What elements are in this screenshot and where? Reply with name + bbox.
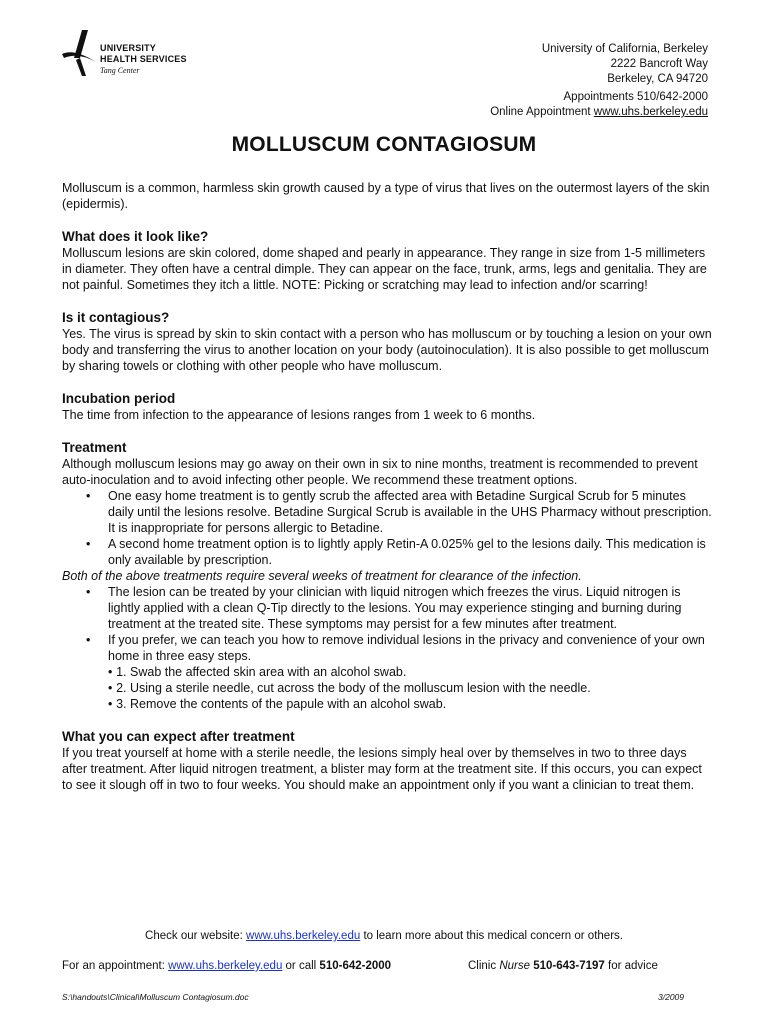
logo-health-services-text: HEALTH SERVICES	[100, 54, 187, 64]
address-line-1: University of California, Berkeley	[541, 43, 708, 55]
footer-nurse-prefix: Clinic	[468, 960, 500, 972]
uhs-logo	[60, 28, 210, 80]
address-line-3: Berkeley, CA 94720	[607, 73, 708, 85]
heading-treatment: Treatment	[62, 440, 127, 455]
steps-list	[108, 664, 712, 712]
logo-tang-center-text: Tang Center	[100, 66, 140, 75]
step-item: • 3. Remove the contents of the papule with an alcohol swab.	[130, 696, 712, 712]
document-body	[62, 180, 712, 793]
appointments-phone: Appointments 510/642-2000	[563, 91, 708, 103]
heading-incubation: Incubation period	[62, 391, 176, 406]
address-block	[490, 42, 708, 120]
footer-check-suffix: to learn more about this medical concern or others.	[360, 930, 623, 942]
incubation-paragraph: The time from infection to the appearance of lesions ranges from 1 week to 6 months.	[62, 408, 536, 422]
footer-nurse-word: Nurse	[499, 960, 530, 972]
online-appointment-label: Online Appointment	[490, 106, 594, 118]
footer-check-prefix: Check our website:	[145, 930, 247, 942]
treatment-list-2	[62, 584, 712, 712]
footer-appt-mid: or call	[282, 960, 320, 972]
footer-website-link[interactable]: www.uhs.berkeley.edu	[246, 930, 361, 942]
list-item-text: If you prefer, we can teach you how to remove individual lesions in the privacy and convenience of your own home in three easy steps.	[108, 633, 705, 663]
treatment-note	[62, 568, 712, 584]
footer-appointment-link[interactable]: www.uhs.berkeley.edu	[168, 960, 283, 972]
treatment-list-1	[62, 488, 712, 568]
heading-look: What does it look like?	[62, 229, 209, 244]
look-paragraph: Molluscum lesions are skin colored, dome shaped and pearly in appearance. They range in size from 1-5 millimeters in diameter. They often have a central dimple. They can appear on the face, trunk, arms, legs and genitalia. They are not painful. Sometimes they itch a little. NOTE: Picking or scratching may lead to infection and/or scarring!	[62, 246, 707, 292]
footer-website-line	[0, 930, 768, 942]
tang-center-logo-icon	[60, 28, 100, 80]
footer-date: 3/2009	[658, 992, 684, 1002]
treatment-paragraph: Although molluscum lesions may go away on their own in six to nine months, treatment is recommended to prevent auto-inoculation and to avoid infecting other people. We recommend these treatment options.	[62, 457, 698, 487]
heading-after-treatment: What you can expect after treatment	[62, 729, 295, 744]
footer-appt-phone: 510-642-2000	[319, 960, 392, 972]
after-treatment-paragraph: If you treat yourself at home with a sterile needle, the lesions simply heal over by themselves in two to three days after treatment. After liquid nitrogen treatment, a blister may form at the treatment site. If this occurs, you can expect to see it slough off in two to four weeks. You should make an appointment only if you want a clinician to treat them.	[62, 746, 702, 792]
heading-contagious: Is it contagious?	[62, 310, 170, 325]
step-item: • 2. Using a sterile needle, cut across the body of the molluscum lesion with the needle.	[130, 680, 712, 696]
footer-nurse-phone: 510-643-7197	[530, 960, 605, 972]
address-line-2: 2222 Bancroft Way	[610, 58, 708, 70]
contagious-paragraph: Yes. The virus is spread by skin to skin contact with a person who has molluscum or by touching a lesion on your own body and transferring the virus to another location on your body (autoinoculation). It is also possible to get molluscum by sharing towels or clothing with other people who have molluscum.	[62, 327, 712, 373]
list-item: • The lesion can be treated by your clinician with liquid nitrogen which freezes the virus. Liquid nitrogen is lightly applied with a clean Q-Tip directly to the lesions. You may experience stinging and burning during treatment at the treated site. These symptoms may persist for a few minutes after treatment.	[108, 584, 712, 632]
footer-nurse-suffix: for advice	[604, 960, 658, 972]
list-item-with-steps	[108, 632, 712, 712]
online-appointment-link[interactable]: www.uhs.berkeley.edu	[593, 106, 708, 118]
footer-nurse-line	[468, 960, 658, 972]
page-title: MOLLUSCUM CONTAGIOSUM	[231, 133, 537, 156]
list-item: • One easy home treatment is to gently scrub the affected area with Betadine Surgical Scrub for 5 minutes daily until the lesions resolve. Betadine Surgical Scrub is available in the UHS Pharmacy without prescription. It is inappropriate for persons allergic to Betadine.	[108, 488, 712, 536]
footer-appointment-line	[62, 960, 391, 972]
footer-appt-prefix: For an appointment:	[62, 960, 169, 972]
logo-university-text: UNIVERSITY	[100, 43, 157, 53]
intro-paragraph: Molluscum is a common, harmless skin growth caused by a type of virus that lives on the outermost layers of the skin (epidermis).	[62, 181, 710, 211]
step-item: • 1. Swab the affected skin area with an alcohol swab.	[130, 664, 712, 680]
treatment-note-text: Both of the above treatments require several weeks of treatment for clearance of the infection.	[62, 569, 582, 583]
list-item: • A second home treatment option is to lightly apply Retin-A 0.025% gel to the lesions daily. This medication is only available by prescription.	[108, 536, 712, 568]
footer-file-path: S:\handouts\Clinical\Molluscum Contagiosum.doc	[62, 992, 249, 1002]
online-appointment	[490, 105, 708, 120]
